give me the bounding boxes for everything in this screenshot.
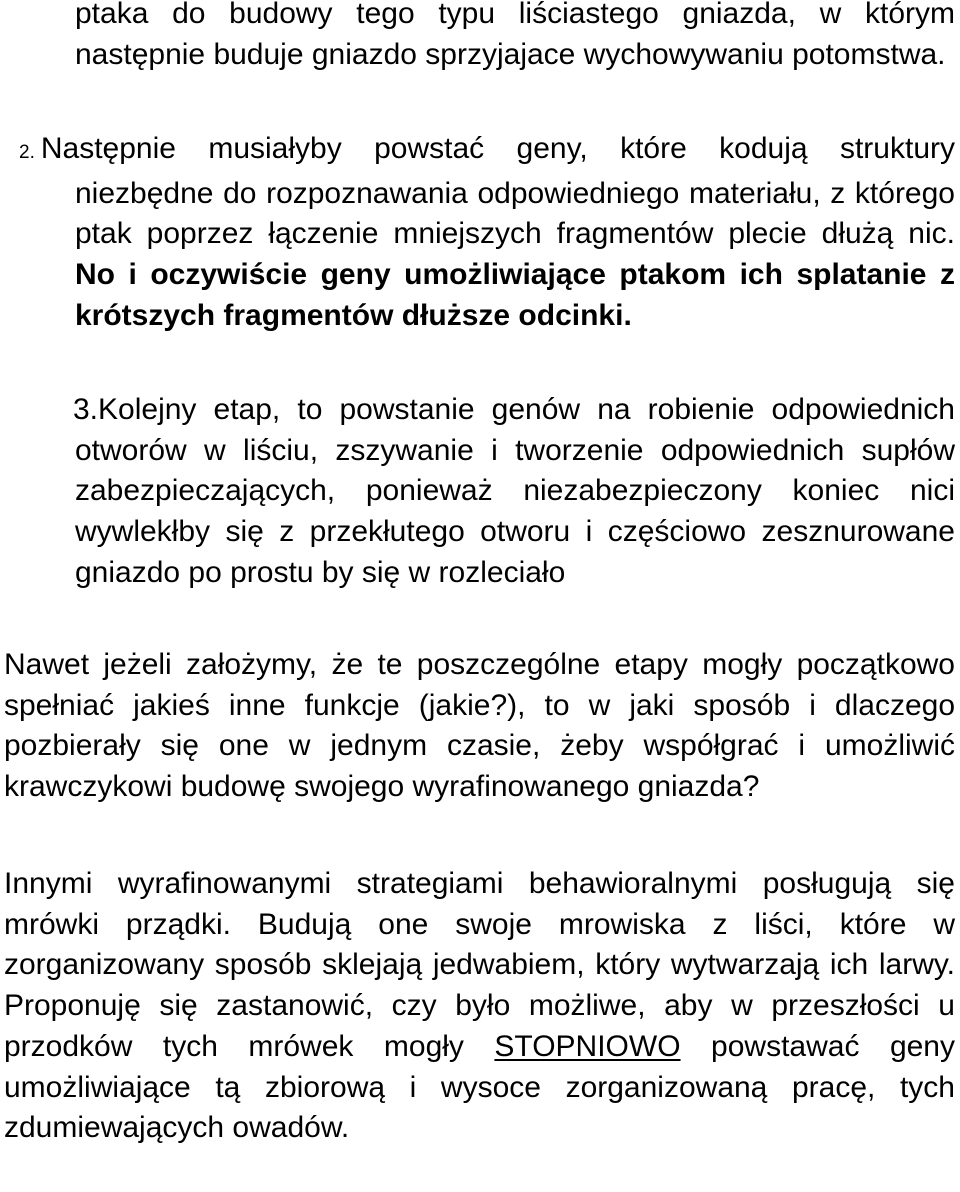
paragraph-2-text-after: powstawać geny umożliwiające tą zbiorową i wysoce zorganizowaną pracę, tych zdumiewających owadów. (4, 1029, 955, 1145)
paragraph-1-text: Nawet jeżeli założymy, że te poszczególne etapy mogły początkowo spełniać jakieś inne funkcje (jakie?), to w jaki sposób i dlaczego pozbierały się one w jednym czasie, żeby współgrać i umożliwić krawczykowi budowę swojego wyrafinowanego gniazda? (4, 648, 955, 804)
list-item-1-text: ptaka do budowy tego typu liściastego gniazda, w którym następnie buduje gniazdo sprzyjajace wychowywaniu potomstwa. (75, 0, 955, 71)
paragraph-1 (4, 645, 955, 808)
paragraph-2-underlined-word: STOPNIOWO (494, 1029, 681, 1063)
list-item-2-bold-text: No i oczywiście geny umożliwiające ptakom ich splatanie z krótszych fragmentów dłuższe odcinki. (75, 258, 955, 332)
list-item-2 (19, 129, 955, 337)
list-item-2-number: 2. (19, 142, 35, 163)
list-item-3-text: Kolejny etap, to powstanie genów na robienie odpowiednich otworów w liściu, zszywanie i tworzenie odpowiednich supłów zabezpieczających, ponieważ niezabezpieczony koniec nici wywlekłby się z przekłutego otworu i częściowo zesznurowane gniazdo po prostu by się w rozleciało (75, 393, 955, 589)
list-item-1-continuation (75, 0, 955, 75)
paragraph-2 (4, 864, 955, 1149)
list-item-2-text: Następnie musiałyby powstać geny, które kodują struktury niezbędne do rozpoznawania odpowiedniego materiału, z którego ptak poprzez łączenie mniejszych fragmentów plecie dłużą nic. (40, 132, 955, 251)
list-item-3-number: 3. (73, 393, 99, 426)
list-item-3 (75, 390, 955, 594)
paragraph-2-text-before: Innymi wyrafinowanymi strategiami behawioralnymi posługują się mrówki prządki. Budują one swoje mrowiska z liści, które w zorganizowany sposób sklejają jedwabiem, który wytwarzają ich larwy. Proponuję się zastanowić, czy było możliwe, aby w przeszłości u przodków tych mrówek mogły (4, 867, 955, 1063)
